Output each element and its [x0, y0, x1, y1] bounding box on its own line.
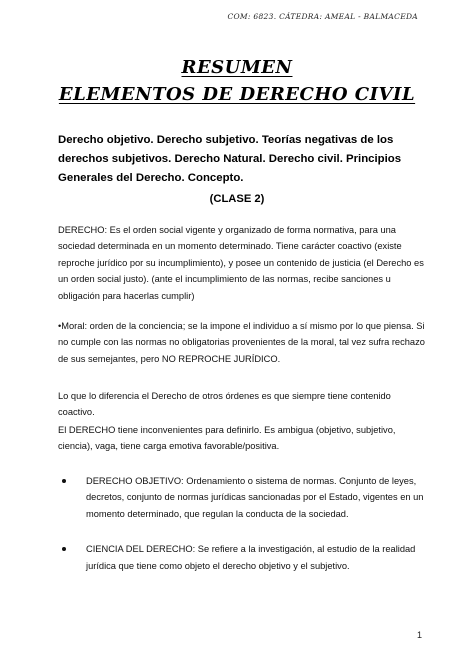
title-resumen [0, 57, 474, 78]
list-item-text: CIENCIA DEL DERECHO: Se refiere a la investigación, al estudio de la realidad jurídica que tiene como objeto el derecho objetivo y el subjetivo. [86, 544, 416, 571]
paragraph-derecho: DERECHO: Es el orden social vigente y organizado de forma normativa, para una sociedad determinada en un momento determinado. Tiene carácter coactivo (existe reproche jurídico por su incumplimiento), y posee un contenido de justicia (el Derecho es un orden social justo). (ante el incumplimiento de las normas, recibe sanciones u obligación para hacerlas cumplir) [58, 225, 424, 301]
page-number: 1 [416, 630, 422, 640]
class-label: (CLASE 2) [209, 193, 265, 205]
bullet-icon [62, 547, 66, 551]
topics-subtitle: Derecho objetivo. Derecho subjetivo. Teorías negativas de los derechos subjetivos. Derecho Natural. Derecho civil. Principios Generales del Derecho. Concepto. [58, 134, 402, 184]
list-item [58, 473, 430, 522]
paragraph-definicion: El DERECHO tiene inconvenientes para definirlo. Es ambigua (objetivo, subjetivo, ciencia), vaga, tiene carga emotiva favorable/positiva. [58, 425, 396, 452]
list-item [58, 541, 430, 574]
bullet-icon [62, 479, 66, 483]
definitions-list [58, 473, 430, 593]
title-line-2: ELEMENTOS DE DERECHO CIVIL [58, 84, 416, 105]
title-elementos [0, 84, 474, 105]
list-item-text: DERECHO OBJETIVO: Ordenamiento o sistema de normas. Conjunto de leyes, decretos, conjunto de normas jurídicas sancionadas por el Estado, vigentes en un momento determinado, que regulan la conducta de la sociedad. [86, 476, 424, 519]
paragraph-coactivo: Lo que lo diferencia el Derecho de otros órdenes es que siempre tiene contenido coactivo. [58, 391, 391, 418]
header-note: COM: 6823. CÁTEDRA: AMEAL - BALMACEDA [227, 12, 418, 21]
title-line-1: RESUMEN [181, 57, 293, 78]
paragraph-moral: •Moral: orden de la conciencia; se la impone el individuo a sí mismo por lo que piensa. Si no cumple con las normas no obligatorias provenientes de la moral, tal vez sufra rechazo de sus semejantes, pero NO REPROCHE JURÍDICO. [58, 321, 425, 364]
